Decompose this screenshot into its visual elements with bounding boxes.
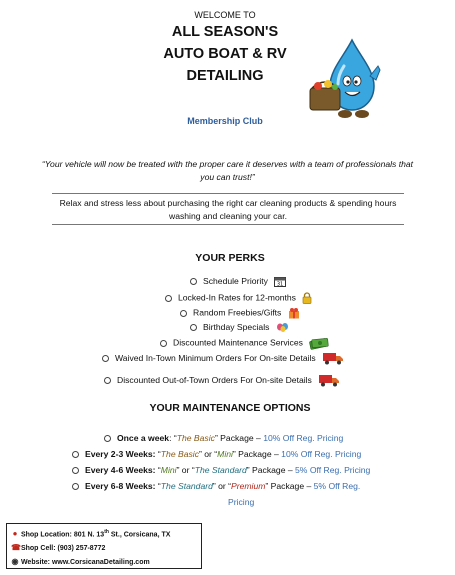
bullet-icon bbox=[104, 435, 111, 442]
title-line-1: ALL SEASON'S bbox=[171, 24, 279, 40]
pricing-wrap-text: Pricing bbox=[228, 497, 255, 507]
maintenance-option: Every 2-3 Weeks: “The Basic” or “Mini” Package – 10% Off Reg. Pricing bbox=[72, 449, 361, 459]
bullet-icon bbox=[102, 355, 109, 362]
truck-icon bbox=[318, 374, 340, 387]
bullet-icon bbox=[190, 324, 197, 331]
phone-icon: ☎ bbox=[11, 543, 21, 553]
maintenance-heading: YOUR MAINTENANCE OPTIONS bbox=[149, 402, 311, 414]
perks-heading: YOUR PERKS bbox=[195, 252, 265, 264]
bullet-icon bbox=[190, 278, 197, 285]
perk-item: Schedule Priority 31 bbox=[190, 276, 286, 287]
perk-item: Discounted Out-of-Town Orders For On-site Details bbox=[104, 374, 340, 387]
globe-icon: ◉ bbox=[11, 557, 19, 567]
gift-icon bbox=[288, 307, 300, 319]
contact-box bbox=[6, 523, 202, 569]
quote-text: “Your vehicle will now be treated with the proper care it deserves with a team of professionals that you can trust!” bbox=[41, 159, 414, 182]
calendar-icon bbox=[274, 276, 286, 287]
svg-text:31: 31 bbox=[277, 281, 284, 288]
title-line-3: DETAILING bbox=[186, 68, 264, 84]
bullet-icon bbox=[72, 467, 79, 474]
maintenance-option: Every 6-8 Weeks: “The Standard” or “Premium” Package – 5% Off Reg. bbox=[72, 481, 360, 491]
shop-website[interactable]: ◉ Website: www.CorsicanaDetailing.com bbox=[11, 557, 150, 567]
shop-location: ● Shop Location: 801 N. 13th St., Corsicana, TX bbox=[12, 529, 171, 539]
water-drop-mascot-icon bbox=[300, 36, 390, 120]
welcome-text: WELCOME TO bbox=[194, 10, 256, 20]
bullet-icon bbox=[180, 310, 187, 317]
membership-club-subtitle: Membership Club bbox=[187, 116, 263, 126]
divider-top bbox=[52, 193, 404, 194]
truck-icon bbox=[322, 352, 344, 365]
perk-item: Discounted Maintenance Services bbox=[160, 336, 329, 350]
shop-cell: ☎ Shop Cell: (903) 257-8772 bbox=[11, 543, 106, 553]
lock-icon bbox=[302, 292, 312, 304]
perk-item: Random Freebies/Gifts bbox=[180, 307, 300, 319]
title-line-2: AUTO BOAT & RV bbox=[163, 46, 287, 62]
bullet-icon bbox=[165, 295, 172, 302]
perk-item: Locked-In Rates for 12-months bbox=[165, 292, 312, 304]
money-icon bbox=[309, 336, 329, 350]
map-pin-icon: ● bbox=[12, 529, 18, 539]
maintenance-option: Once a week: “The Basic” Package – 10% Off Reg. Pricing bbox=[104, 433, 343, 443]
balloons-icon bbox=[276, 323, 290, 333]
perk-item: Waived In-Town Minimum Orders For On-site Details bbox=[102, 352, 344, 365]
relax-text: Relax and stress less about purchasing the right car cleaning products & spending hours washing and cleaning your car. bbox=[59, 198, 397, 221]
divider-bottom bbox=[52, 224, 404, 225]
bullet-icon bbox=[72, 483, 79, 490]
maintenance-option: Every 4-6 Weeks: “Mini” or “The Standard” Package – 5% Off Reg. Pricing bbox=[72, 465, 370, 475]
bullet-icon bbox=[104, 377, 111, 384]
perk-item: Birthday Specials bbox=[190, 322, 290, 333]
bullet-icon bbox=[160, 340, 167, 347]
bullet-icon bbox=[72, 451, 79, 458]
